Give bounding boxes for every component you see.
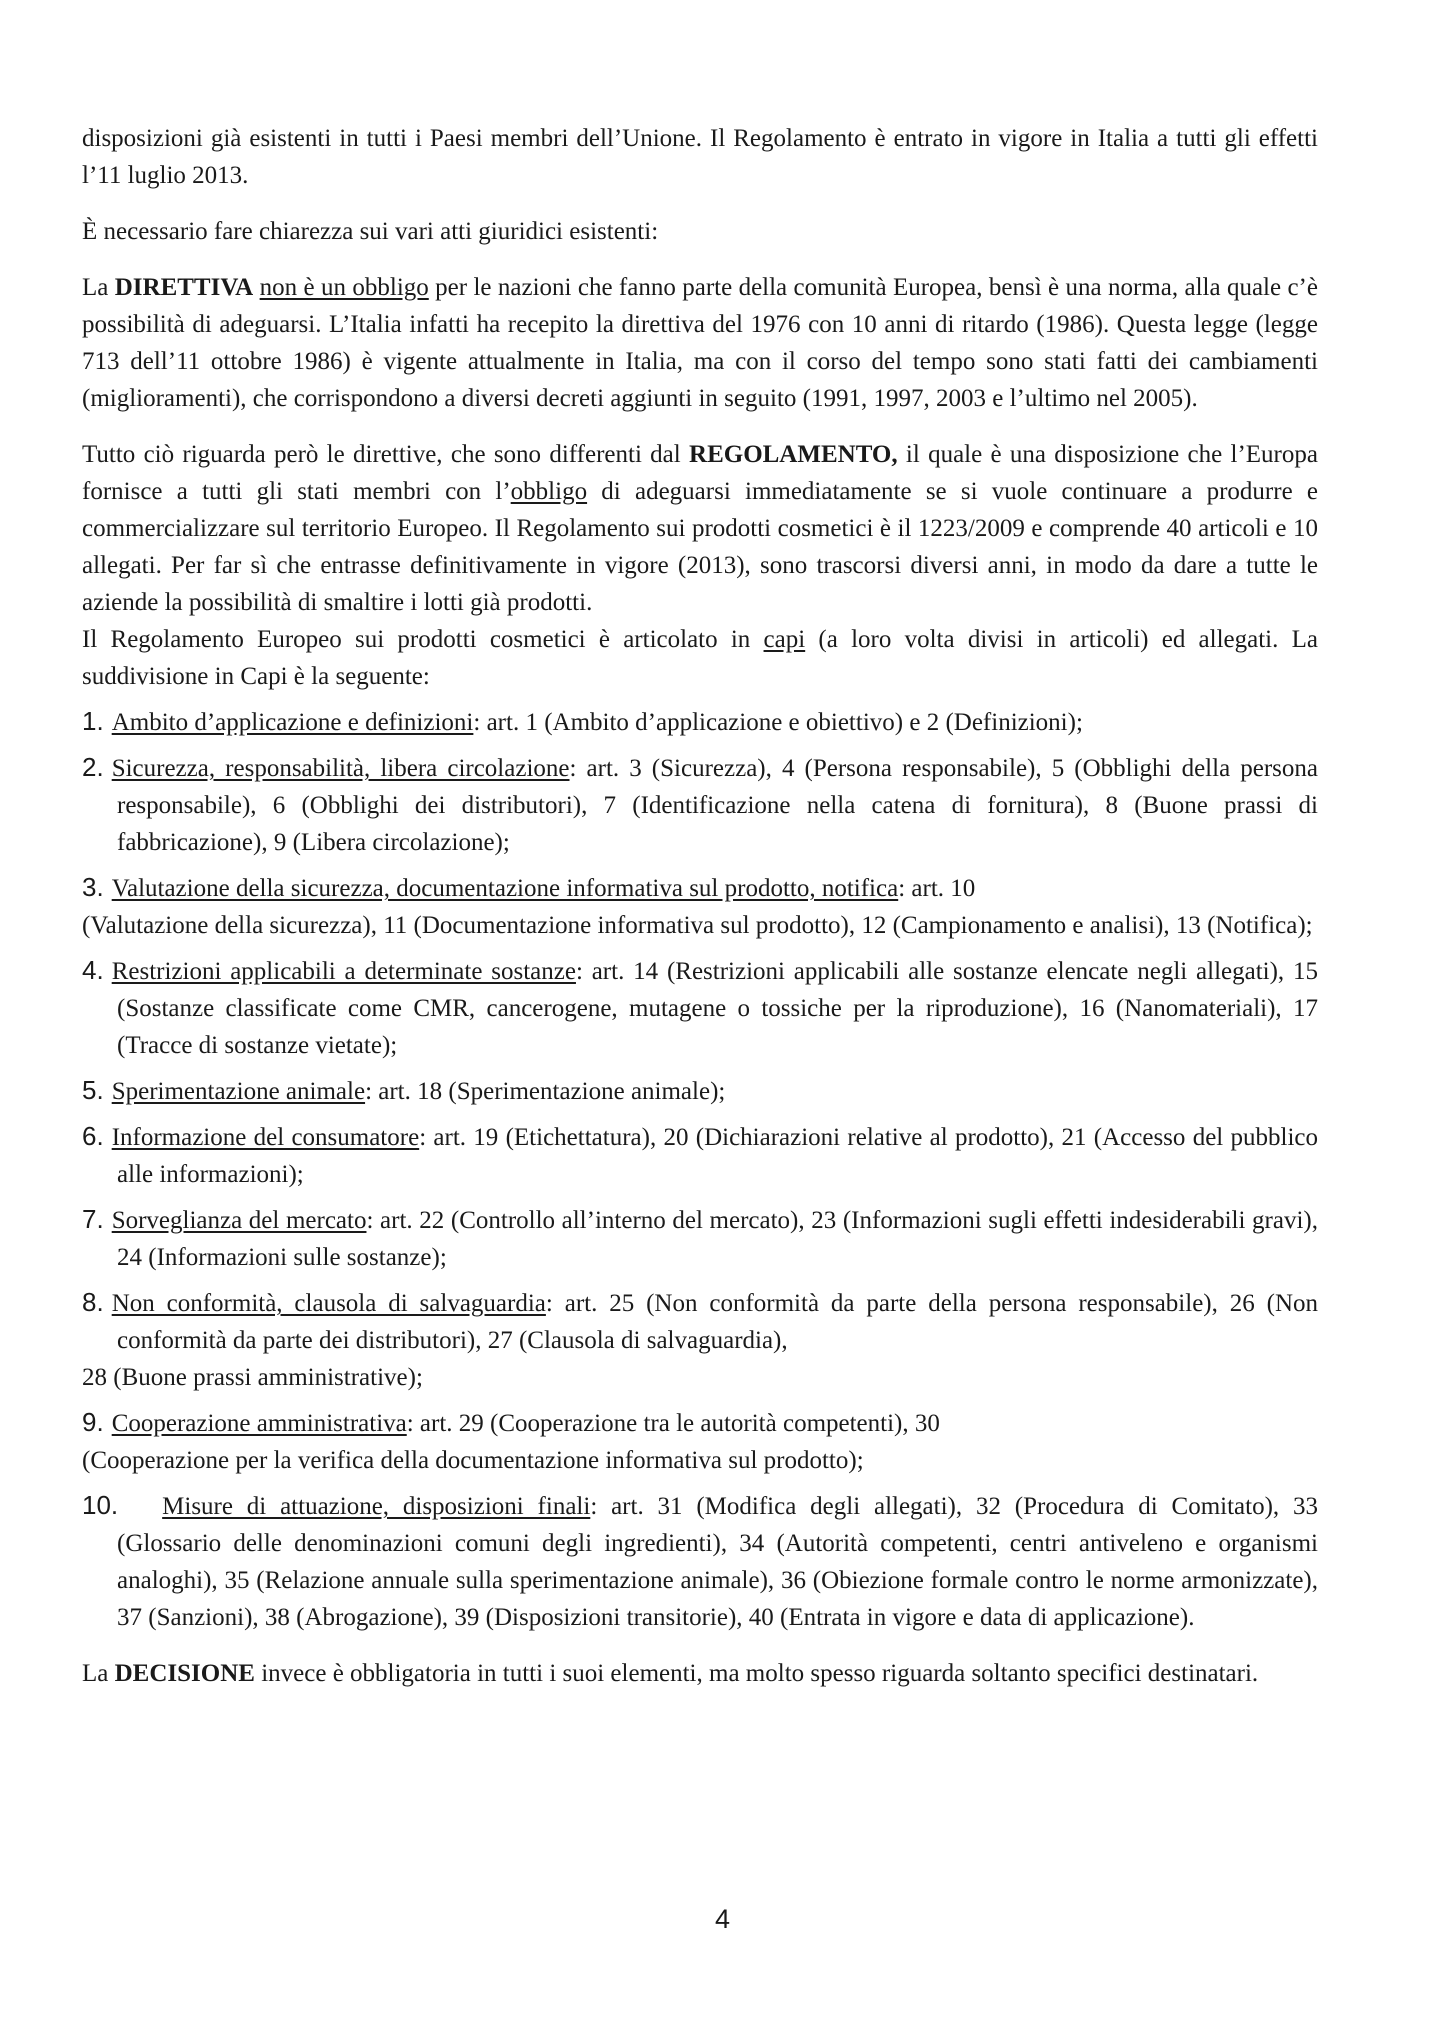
list-item	[82, 1404, 1318, 1479]
item-title: Restrizioni applicabili a determinate sostanze	[111, 958, 576, 985]
paragraph-intro: disposizioni già esistenti in tutti i Paesi membri dell’Unione. Il Regolamento è entrato in vigore in Italia a tutti gli effetti l’11 luglio 2013.	[82, 125, 1318, 189]
item-text: : art. 29 (Cooperazione tra le autorità competenti), 30	[406, 1410, 940, 1437]
text-run: invece è obbligatoria in tutti i suoi elementi, ma molto spesso riguarda soltanto specifici destinatari.	[254, 1660, 1259, 1687]
item-number: 2.	[82, 752, 104, 782]
item-number: 10.	[82, 1490, 119, 1520]
list-item	[82, 952, 1318, 1064]
item-continuation: (Cooperazione per la verifica della documentazione informativa sul prodotto);	[82, 1447, 864, 1474]
list-item	[82, 1487, 1318, 1636]
term-direttiva: DIRETTIVA	[114, 274, 254, 301]
item-text: : art. 10	[898, 875, 976, 902]
item-continuation: 28 (Buone prassi amministrative);	[82, 1364, 423, 1391]
item-title: Non conformità, clausola di salvaguardia	[111, 1290, 546, 1317]
item-number: 8.	[82, 1287, 104, 1317]
item-text: : art. 18 (Sperimentazione animale);	[365, 1078, 726, 1105]
item-text: : art. 14 (Restrizioni applicabili alle sostanze elencate negli allegati), 15 (Sostanze classificate come CMR, cancerogene, mutagene o tossiche per la riproduzione), 16 (Nanomateriali), 17 (Tracce di sostanze vietate);	[117, 958, 1318, 1059]
paragraph-decisione	[82, 1655, 1318, 1692]
paragraph-regolamento	[82, 436, 1318, 621]
text-run: Tutto ciò riguarda però le direttive, che sono differenti dal	[82, 441, 690, 468]
list-item	[82, 749, 1318, 861]
item-number: 1.	[82, 706, 104, 736]
item-title: Ambito d’applicazione e definizioni	[111, 709, 474, 736]
item-title: Sorveglianza del mercato	[111, 1207, 367, 1234]
term-regolamento: REGOLAMENTO,	[689, 441, 898, 468]
item-text: : art. 31 (Modifica degli allegati), 32 (Procedura di Comitato), 33 (Glossario delle denominazioni comuni degli ingredienti), 34 (Autorità competenti, centri antiveleno e organismi analoghi), 35 (Relazione annuale sulla sperimentazione animale), 36 (Obiezione formale contro le norme armonizzate), 37 (Sanzioni), 38 (Abrogazione), 39 (Disposizioni transitorie), 40 (Entrata in vigore e data di applicazione).	[117, 1493, 1318, 1631]
term-decisione: DECISIONE	[114, 1660, 255, 1687]
item-text: : art. 1 (Ambito d’applicazione e obiettivo) e 2 (Definizioni);	[473, 709, 1083, 736]
underlined-capi: capi	[763, 626, 806, 653]
text-run: di adeguarsi immediatamente se si vuole continuare a produrre e commercializzare sul territorio Europeo. Il Regolamento sui prodotti cosmetici è il 1223/2009 e comprende 40 articoli e 10 allegati. Per far sì che entrasse definitivamente in vigore (2013), sono trascorsi diversi anni, in modo da dare a tutte le aziende la possibilità di smaltire i lotti già prodotti.	[82, 478, 1318, 616]
paragraph-chiarezza: È necessario fare chiarezza sui vari atti giuridici esistenti:	[82, 218, 659, 245]
text-run: Il Regolamento Europeo sui prodotti cosmetici è articolato in	[82, 626, 764, 653]
item-text: : art. 3 (Sicurezza), 4 (Persona responsabile), 5 (Obblighi della persona responsabile), 6 (Obblighi dei distributori), 7 (Identificazione nella catena di fornitura), 8 (Buone prassi di fabbricazione), 9 (Libera circolazione);	[117, 755, 1318, 856]
page-number: 4	[714, 1904, 731, 1934]
text-run: La	[82, 274, 115, 301]
list-item	[82, 1118, 1318, 1193]
item-title: Sperimentazione animale	[111, 1078, 366, 1105]
list-item	[82, 1284, 1318, 1396]
item-title: Cooperazione amministrativa	[111, 1410, 407, 1437]
item-title: Valutazione della sicurezza, documentazione informativa sul prodotto, notifica	[111, 875, 899, 902]
item-number: 9.	[82, 1407, 104, 1437]
document-page	[82, 120, 1318, 1692]
text-run: per le nazioni che fanno parte della comunità Europea, bensì è una norma, alla quale c’è possibilità di adeguarsi. L’Italia infatti ha recepito la direttiva del 1976 con 10 anni di ritardo (1986). Questa legge (legge 713 dell’11 ottobre 1986) è vigente attualmente in Italia, ma con il corso del tempo sono stati fatti dei cambiamenti (miglioramenti), che corrispondono a diversi decreti aggiunti in seguito (1991, 1997, 2003 e l’ultimo nel 2005).	[82, 274, 1318, 412]
text-run: il quale è una disposizione che l’Europa fornisce a tutti gli stati membri con l’	[82, 441, 1318, 505]
list-item	[82, 1072, 1318, 1110]
item-continuation: (Valutazione della sicurezza), 11 (Documentazione informativa sul prodotto), 12 (Campionamento e analisi), 13 (Notifica);	[82, 912, 1313, 939]
item-title: Informazione del consumatore	[111, 1124, 420, 1151]
text-run: (a loro volta divisi in articoli) ed allegati. La suddivisione in Capi è la seguente:	[82, 626, 1318, 690]
underlined-phrase: non è un obbligo	[259, 274, 429, 301]
item-text: : art. 25 (Non conformità da parte della persona responsabile), 26 (Non conformità da parte dei distributori), 27 (Clausola di salvaguardia),	[117, 1290, 1319, 1354]
list-item	[82, 703, 1318, 741]
list-item	[82, 1201, 1318, 1276]
underlined-obbligo: obbligo	[510, 478, 588, 505]
list-item	[82, 869, 1318, 944]
item-number: 3.	[82, 872, 104, 902]
paragraph-direttiva	[82, 269, 1318, 417]
text-run: La	[82, 1660, 115, 1687]
item-number: 5.	[82, 1075, 104, 1105]
item-text: : art. 22 (Controllo all’interno del mercato), 23 (Informazioni sugli effetti indesiderabili gravi), 24 (Informazioni sulle sostanze);	[117, 1207, 1318, 1271]
item-number: 7.	[82, 1204, 104, 1234]
item-number: 6.	[82, 1121, 104, 1151]
item-title: Misure di attuazione, disposizioni finali	[162, 1493, 591, 1520]
item-title: Sicurezza, responsabilità, libera circolazione	[111, 755, 570, 782]
item-number: 4.	[82, 955, 104, 985]
capi-list	[82, 703, 1318, 1636]
paragraph-articolazione	[82, 621, 1318, 695]
item-text: : art. 19 (Etichettatura), 20 (Dichiarazioni relative al prodotto), 21 (Accesso del pubblico alle informazioni);	[117, 1124, 1318, 1188]
